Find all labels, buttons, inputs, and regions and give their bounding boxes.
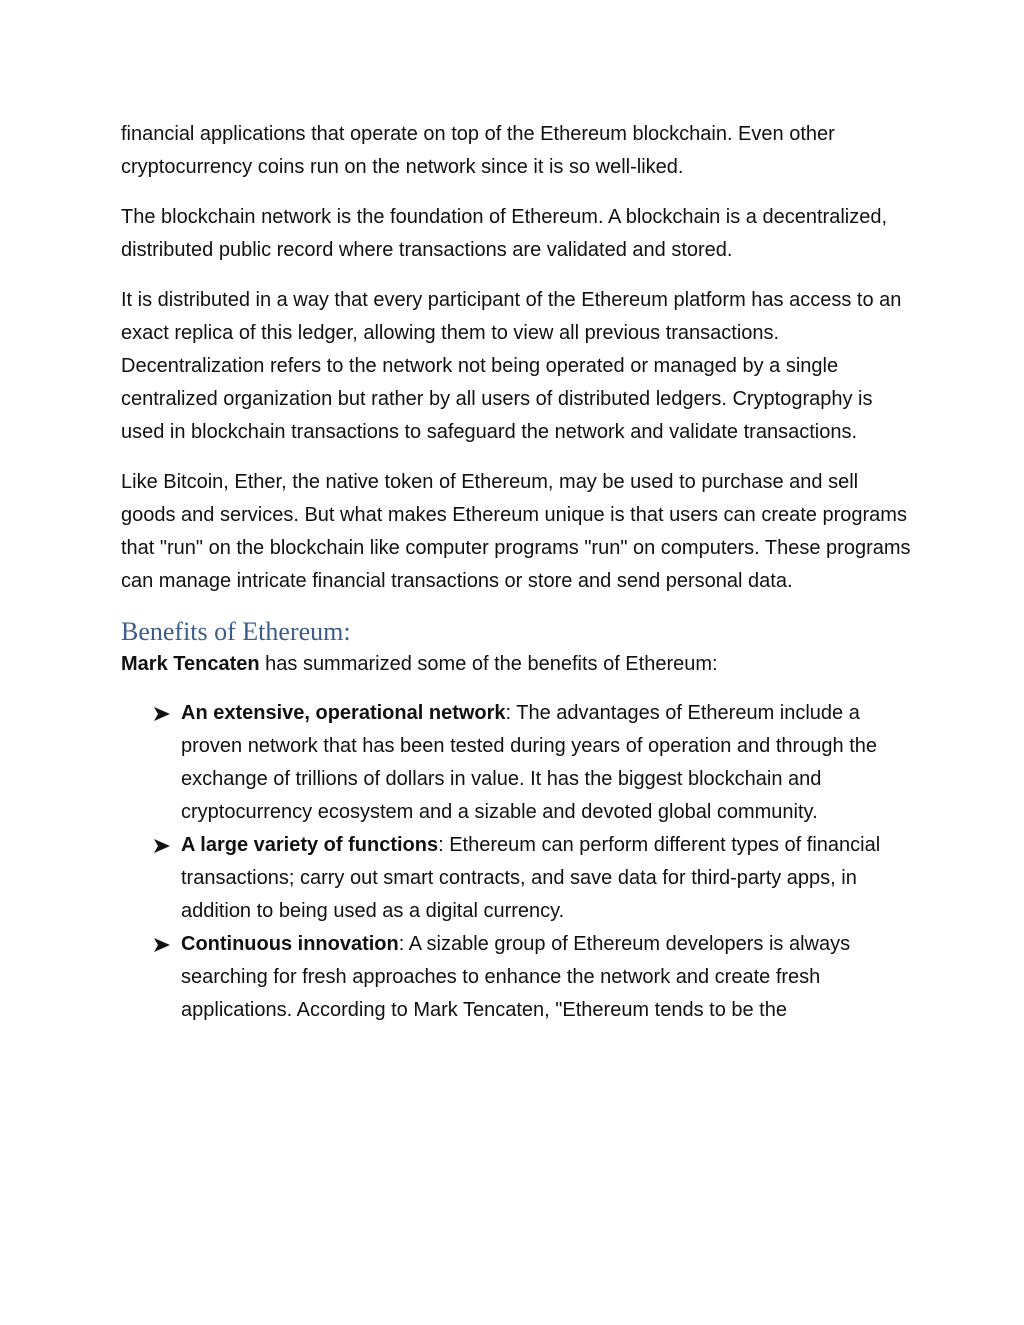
list-item bbox=[121, 829, 911, 928]
list-item-title: Continuous innovation bbox=[181, 933, 399, 955]
section-intro bbox=[121, 648, 911, 681]
paragraph-2: The blockchain network is the foundation of Ethereum. A blockchain is a decentralized, distributed public record where transactions are validated and stored. bbox=[121, 206, 888, 261]
list-item-text: : The advantages of Ethereum include a proven network that has been tested during years of operation and through the exchange of trillions of dollars in value. It has the biggest blockchain and cryptocurrency ecosystem and a sizable and devoted global community. bbox=[181, 702, 878, 823]
list-item bbox=[121, 928, 911, 1027]
list-item-text: : A sizable group of Ethereum developers is always searching for fresh approaches to enhance the network and create fresh applications. According to Mark Tencaten, "Ethereum tends to be the bbox=[181, 933, 851, 1021]
paragraph-4: Like Bitcoin, Ether, the native token of Ethereum, may be used to purchase and sell goods and services. But what makes Ethereum unique is that users can create programs that "run" on the blockchain like computer programs "run" on computers. These programs can manage intricate financial transactions or store and send personal data. bbox=[121, 471, 911, 592]
list-item-text: : Ethereum can perform different types of financial transactions; carry out smart contracts, and save data for third-party apps, in addition to being used as a digital currency. bbox=[181, 834, 881, 922]
author-name: Mark Tencaten bbox=[121, 653, 260, 675]
arrowhead-bullet-icon bbox=[153, 829, 173, 862]
arrowhead-bullet-icon bbox=[153, 697, 173, 730]
benefits-list bbox=[121, 697, 911, 1027]
section-heading: Benefits of Ethereum: bbox=[121, 617, 351, 646]
paragraph-3: It is distributed in a way that every participant of the Ethereum platform has access to an exact replica of this ledger, allowing them to view all previous transactions. Decentralization refers to the network not being operated or managed by a single centralized organization but rather by all users of distributed ledgers. Cryptography is used in blockchain transactions to safeguard the network and validate transactions. bbox=[121, 289, 902, 443]
arrowhead-bullet-icon bbox=[153, 928, 173, 961]
list-item bbox=[121, 697, 911, 829]
paragraph-1: financial applications that operate on top of the Ethereum blockchain. Even other cryptocurrency coins run on the network since it is so well-liked. bbox=[121, 123, 835, 178]
document-page bbox=[121, 118, 911, 1027]
intro-text: has summarized some of the benefits of Ethereum: bbox=[259, 653, 718, 675]
list-item-title: An extensive, operational network bbox=[181, 702, 506, 724]
list-item-title: A large variety of functions bbox=[181, 834, 439, 856]
